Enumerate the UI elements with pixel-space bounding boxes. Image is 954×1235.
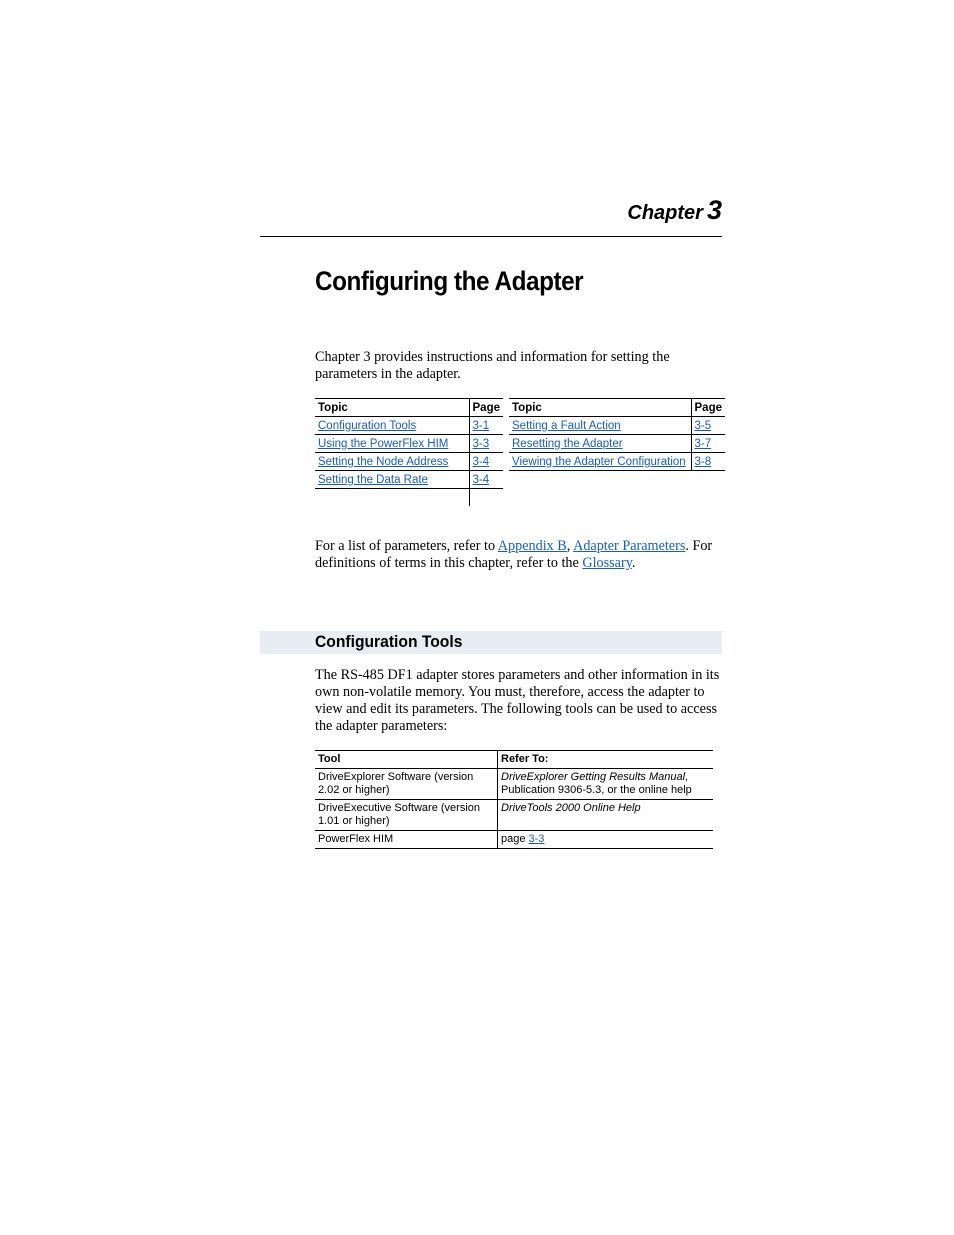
reference-text: . For definitions of terms in this chapter, refer to the bbox=[315, 538, 713, 571]
chapter-label: Chapter bbox=[627, 202, 703, 224]
reference-text: For a list of parameters, refer to bbox=[315, 538, 498, 554]
table-row bbox=[315, 800, 713, 831]
toc-page-link[interactable]: 3-3 bbox=[472, 437, 490, 450]
tool-reference bbox=[498, 831, 714, 849]
toc-header-topic: Topic bbox=[315, 399, 469, 417]
table-row bbox=[315, 831, 713, 849]
table-row bbox=[315, 453, 503, 471]
tools-table bbox=[315, 750, 713, 849]
tool-name: PowerFlex HIM bbox=[315, 831, 498, 849]
toc-page-link[interactable]: 3-4 bbox=[472, 473, 490, 486]
adapter-parameters-link[interactable]: Adapter Parameters bbox=[573, 538, 686, 554]
table-row bbox=[509, 453, 725, 471]
appendix-b-link[interactable]: Appendix B bbox=[497, 538, 567, 554]
reference-paragraph bbox=[315, 538, 720, 572]
toc-header-topic: Topic bbox=[509, 399, 691, 417]
tool-name: DriveExplorer Software (version 2.02 or higher) bbox=[315, 769, 498, 800]
table-row bbox=[509, 435, 725, 453]
toc-page-link[interactable]: 3-8 bbox=[694, 455, 712, 468]
toc-link-setting-data-rate[interactable]: Setting the Data Rate bbox=[318, 473, 428, 486]
page-3-3-link[interactable]: 3-3 bbox=[528, 833, 545, 845]
reference-text: , bbox=[566, 538, 574, 554]
toc-link-resetting-adapter[interactable]: Resetting the Adapter bbox=[512, 437, 623, 450]
tools-header-refer: Refer To: bbox=[498, 751, 714, 769]
tool-name: DriveExecutive Software (version 1.01 or higher) bbox=[315, 800, 498, 831]
toc-table-right bbox=[509, 398, 725, 471]
page-title: Configuring the Adapter bbox=[315, 266, 584, 296]
toc-table-left bbox=[315, 398, 503, 506]
chapter-rule bbox=[260, 236, 722, 237]
section-body: The RS-485 DF1 adapter stores parameters and other information in its own non-volatile memory. You must, therefore, access the adapter to view and edit its parameters. The following tools can be used to access the adapter parameters: bbox=[315, 667, 720, 734]
table-row bbox=[509, 417, 725, 435]
section-title: Configuration Tools bbox=[315, 632, 463, 651]
tool-reference bbox=[498, 800, 714, 831]
table-row bbox=[315, 471, 503, 489]
toc-page-link[interactable]: 3-7 bbox=[694, 437, 712, 450]
table-row bbox=[315, 435, 503, 453]
chapter-heading bbox=[600, 195, 722, 226]
glossary-link[interactable]: Glossary bbox=[582, 555, 632, 571]
toc-link-setting-node-address[interactable]: Setting the Node Address bbox=[318, 455, 449, 468]
toc-link-setting-fault-action[interactable]: Setting a Fault Action bbox=[512, 419, 621, 432]
reference-text: . bbox=[631, 555, 636, 571]
table-row bbox=[315, 769, 713, 800]
toc-page-link[interactable]: 3-4 bbox=[472, 455, 490, 468]
reference-detail: , Publication 9306-5.3, or the online help bbox=[501, 771, 692, 796]
tool-reference bbox=[498, 769, 714, 800]
intro-paragraph: Chapter 3 provides instructions and information for setting the parameters in the adapter. bbox=[315, 349, 670, 382]
toc-page-link[interactable]: 3-5 bbox=[694, 419, 712, 432]
toc-link-viewing-adapter-configuration[interactable]: Viewing the Adapter Configuration bbox=[512, 455, 686, 468]
toc-page-link[interactable]: 3-1 bbox=[472, 419, 490, 432]
toc-link-configuration-tools[interactable]: Configuration Tools bbox=[318, 419, 417, 432]
toc-link-using-powerflex-him[interactable]: Using the PowerFlex HIM bbox=[318, 437, 449, 450]
toc-header-page: Page bbox=[469, 399, 503, 417]
chapter-number: 3 bbox=[706, 195, 722, 225]
toc-header-page: Page bbox=[691, 399, 725, 417]
reference-title: DriveTools 2000 Online Help bbox=[501, 802, 641, 814]
table-row bbox=[315, 417, 503, 435]
table-row bbox=[315, 489, 503, 507]
reference-detail: page bbox=[501, 833, 529, 845]
tools-header-tool: Tool bbox=[315, 751, 498, 769]
reference-title: DriveExplorer Getting Results Manual bbox=[501, 771, 686, 783]
